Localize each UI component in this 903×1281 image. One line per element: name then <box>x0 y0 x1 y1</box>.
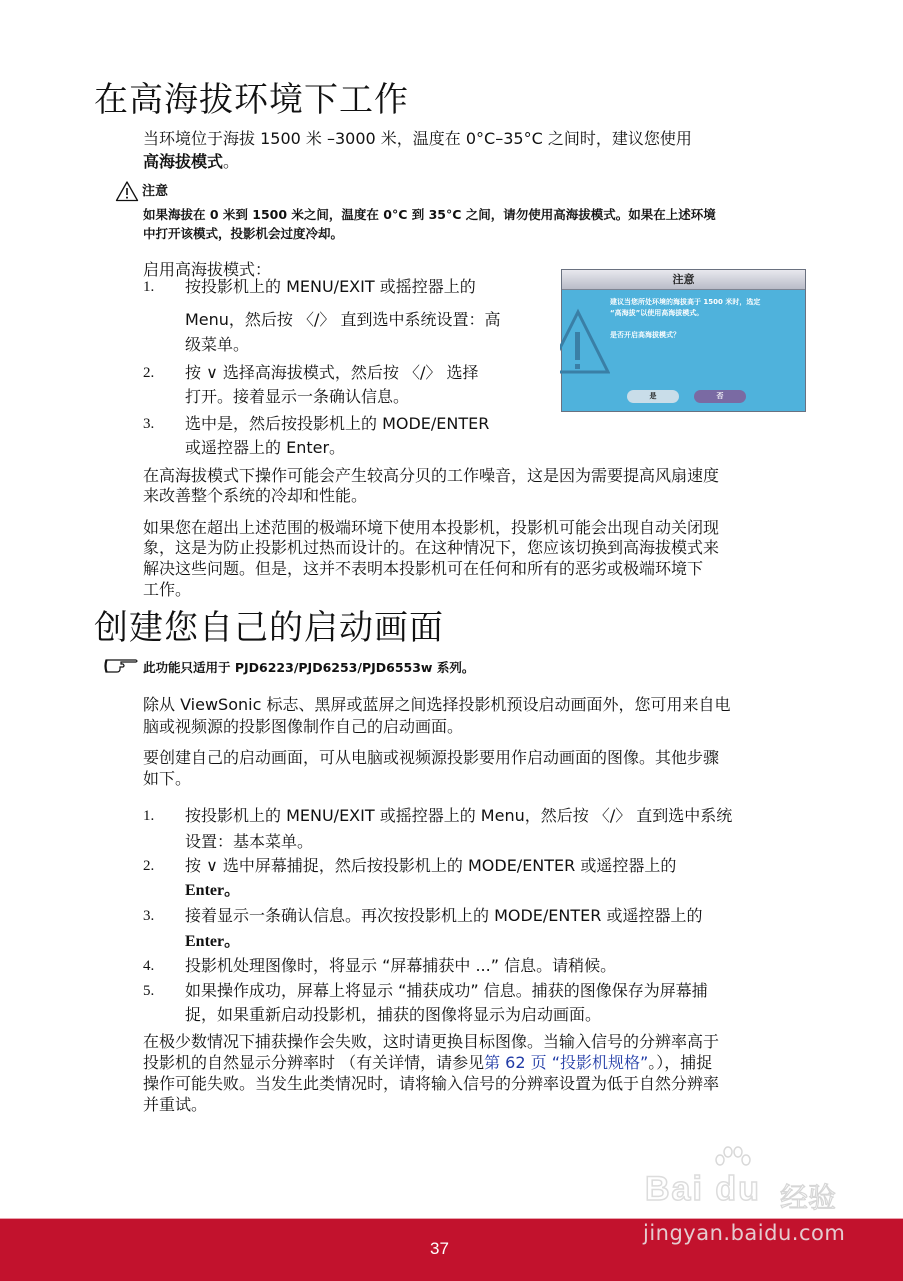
step-text: 投影机处理图像时，将显示 “屏幕捕获中 ...” 信息。请稍候。 <box>185 956 617 975</box>
para-failure-line-3: 操作可能失败。当发生此类情况时，请将输入信号的分辨率设置为低于自然分辨率 <box>143 1074 720 1093</box>
enable-steps-list <box>143 274 553 464</box>
pointing-hand-icon <box>103 657 141 675</box>
para-failure-line-1: 在极少数情况下捕获操作会失败，这时请更换目标图像。当输入信号的分辨率高于 <box>143 1032 720 1051</box>
step-text: 按投影机上的 MENU/EXIT 或摇控器上的 Menu，然后按 〈/〉 直到选中系统 <box>185 806 733 825</box>
para-failure-line-2-post: 。），捕捉 <box>648 1053 713 1072</box>
step-1-line-3: 级菜单。 <box>185 335 250 354</box>
step-5-line-2: 捉，如果重新启动投影机，捕获的图像将显示为启动画面。 <box>185 1005 602 1024</box>
para-create-line-1: 要创建自己的启动画面，可从电脑或视频源投影要用作启动画面的图像。其他步骤 <box>143 748 720 767</box>
step-number: 1. <box>143 808 155 824</box>
para-failure-line-2 <box>143 1052 712 1073</box>
enable-label: 启用高海拔模式： <box>143 260 272 279</box>
caution-line-1: 如果海拔在 0 米到 1500 米之间，温度在 0°C 到 35°C 之间，请勿使用高海拔模式。如果在上述环境 <box>143 207 716 222</box>
step-number: 2. <box>143 365 155 381</box>
dialog-warning-icon <box>560 308 610 382</box>
dialog-yes-button[interactable]: 是 <box>627 390 679 403</box>
dialog-message-line-1: 建议当您所处环境的海拔高于 1500 米时，选定 <box>610 298 761 306</box>
intro-line-2-end: 。 <box>223 152 240 171</box>
step-3-line-2: 或遥控器上的 Enter。 <box>185 438 346 457</box>
step-2-line-2: 打开。接着显示一条确认信息。 <box>185 387 410 406</box>
para-create-line-2: 如下。 <box>143 769 192 788</box>
high-altitude-mode-term: 高海拔模式 <box>143 152 224 171</box>
para-extreme-line-3: 解决这些问题。但是，这并不表明本投影机可在任何和所有的恶劣或极端环境下 <box>143 559 704 578</box>
intro-line-1: 当环境位于海拔 1500 米 –3000 米，温度在 0°C–35°C 之间时，建议您使用 <box>143 129 692 148</box>
spec-page-link[interactable]: 第 62 页 “投影机规格” <box>484 1053 649 1072</box>
page-number: 37 <box>430 1239 449 1258</box>
capture-steps-list <box>143 803 813 1033</box>
paw-icon <box>712 1146 752 1180</box>
para-failure-line-2-pre: 投影机的自然显示分辨率时 （有关详情，请参见 <box>143 1053 485 1072</box>
para-extreme-line-1: 如果您在超出上述范围的极端环境下使用本投影机，投影机可能会出现自动关闭现 <box>143 518 720 537</box>
warning-triangle-icon <box>115 180 139 202</box>
step-text: 按 ∨ 选中屏幕捕捉，然后按投影机上的 MODE/ENTER 或遥控器上的 <box>185 856 677 875</box>
para-startup-line-2: 脑或视频源的投影图像制作自己的启动画面。 <box>143 717 464 736</box>
section-title-high-altitude: 在高海拔环境下工作 <box>94 80 409 120</box>
dialog-question: 是否开启高海拔模式？ <box>610 331 680 339</box>
step-number: 3. <box>143 908 155 924</box>
step-text: 选中是，然后按投影机上的 MODE/ENTER <box>185 414 490 433</box>
intro-line-2 <box>143 151 239 172</box>
step-text: 接着显示一条确认信息。再次按投影机上的 MODE/ENTER 或遥控器上的 <box>185 906 703 925</box>
step-1-line-2: Menu，然后按 〈/〉 直到选中系统设置：高 <box>185 310 501 329</box>
para-noise-line-1: 在高海拔模式下操作可能会产生较高分贝的工作噪音，这是因为需要提高风扇速度 <box>143 466 720 485</box>
step-3-line-2: Enter。 <box>185 933 241 950</box>
para-startup-line-1: 除从 ViewSonic 标志、黑屏或蓝屏之间选择投影机预设启动画面外，您可用来自电 <box>143 695 731 714</box>
step-text: 按 ∨ 选择高海拔模式，然后按 〈/〉 选择 <box>185 363 479 382</box>
step-number: 4. <box>143 958 155 974</box>
para-noise-line-2: 来改善整个系统的冷却和性能。 <box>143 486 368 505</box>
caution-label: 注意 <box>142 184 169 199</box>
high-altitude-confirm-dialog <box>561 269 806 412</box>
baidu-watermark-logo: Bai du <box>645 1170 761 1208</box>
baidu-watermark-cn: 经验 <box>780 1181 837 1214</box>
step-number: 1. <box>143 279 155 295</box>
section-title-startup-screen: 创建您自己的启动画面 <box>94 608 444 648</box>
dialog-no-button[interactable]: 否 <box>694 390 746 403</box>
model-note: 此功能只适用于 PJD6223/PJD6253/PJD6553w 系列。 <box>143 660 475 675</box>
baidu-watermark-domain: jingyan.baidu.com <box>643 1221 846 1245</box>
para-failure-line-4: 并重试。 <box>143 1095 208 1114</box>
step-text: 如果操作成功，屏幕上将显示 “捕获成功” 信息。捕获的图像保存为屏幕捕 <box>185 981 708 1000</box>
step-number: 2. <box>143 858 155 874</box>
dialog-title: 注意 <box>562 270 805 290</box>
caution-line-2: 中打开该模式，投影机会过度冷却。 <box>143 226 344 241</box>
para-extreme-line-2: 象，这是为防止投影机过热而设计的。在这种情况下，您应该切换到高海拔模式来 <box>143 538 720 557</box>
step-2-line-2: Enter。 <box>185 882 241 899</box>
dialog-message-line-2: “高海拔”以使用高海拔模式。 <box>610 309 704 317</box>
step-1-line-2: 设置：基本菜单。 <box>185 832 314 851</box>
step-number: 5. <box>143 983 155 999</box>
step-text: 按投影机上的 MENU/EXIT 或摇控器上的 <box>185 277 476 296</box>
step-number: 3. <box>143 416 155 432</box>
para-extreme-line-4: 工作。 <box>143 580 192 599</box>
